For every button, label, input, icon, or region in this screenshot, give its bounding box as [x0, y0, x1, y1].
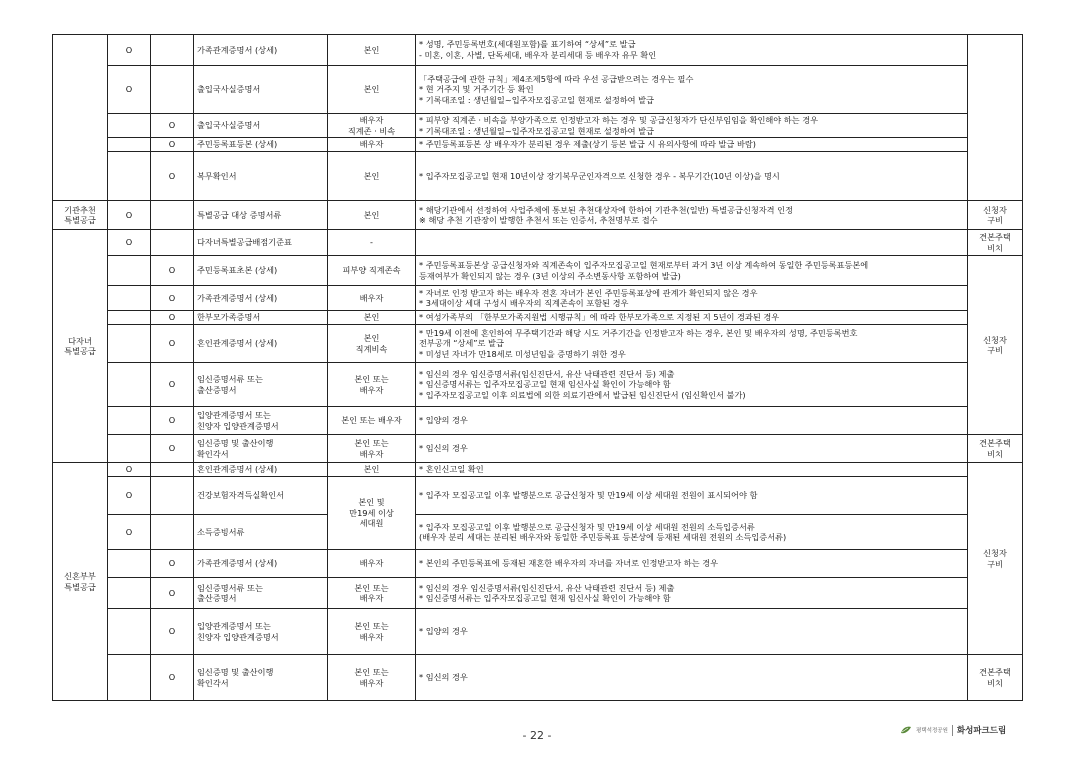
remarks-cell-line: 등재여부가 확인되지 않는 경우 (3년 이상의 주소변동사항 포함하여 발급)	[419, 270, 681, 281]
table-row	[53, 114, 1023, 138]
remarks-cell-line: * 입양의 경우	[419, 626, 468, 637]
table-row	[53, 201, 1023, 230]
submission-cell-line: 견본주택	[979, 232, 1011, 243]
document-name-line: 임신증명서류 또는	[197, 374, 263, 385]
document-name-line: 혼인관계증명서 (상세)	[197, 338, 278, 349]
mark-conditional: O	[151, 114, 194, 138]
remarks-cell	[416, 286, 968, 311]
remarks-cell-line: 전부공개 “상세”로 발급	[419, 338, 504, 349]
issuer-cell	[328, 230, 416, 256]
remarks-cell-line: * 기록대조일 : 생년월일~입주자모집공고일 현재로 설정하여 발급	[419, 94, 654, 105]
document-name-line: 가족관계증명서 (상세)	[197, 558, 278, 569]
category-cell	[53, 35, 108, 201]
issuer-cell	[328, 655, 416, 701]
remarks-cell-line: * 입주자모집공고일 이후 의료법에 의한 의료기관에서 발급된 임신진단서 (임신확인서 불가)	[419, 389, 746, 400]
mark-required	[108, 256, 151, 286]
document-name-line: 가족관계증명서 (상세)	[197, 44, 278, 55]
document-name-line: 가족관계증명서 (상세)	[197, 292, 278, 303]
issuer-cell-line: 배우자	[359, 115, 384, 125]
remarks-cell	[416, 35, 968, 66]
mark-conditional: O	[151, 138, 194, 152]
table-row	[53, 35, 1023, 66]
submission-cell	[968, 35, 1023, 201]
issuer-cell-line: 만19세 이상	[349, 507, 394, 518]
issuer-cell	[328, 66, 416, 114]
category-cell-line: 신혼부부	[64, 571, 96, 582]
remarks-cell-line: * 입주자 모집공고일 이후 발행분으로 공급신청자 및 만19세 이상 세대원 전원이 표시되어야 함	[419, 490, 758, 501]
submission-cell-line: 신청자	[983, 334, 1007, 345]
issuer-cell	[328, 286, 416, 311]
footer-logo	[900, 722, 1006, 738]
issuer-cell	[328, 463, 416, 477]
mark-required	[108, 407, 151, 435]
issuer-cell	[328, 435, 416, 463]
remarks-cell-line: * 해당기관에서 선정하여 사업주체에 통보된 추천대상자에 한하여 기관추천(일반) 특별공급신청자격 인정	[419, 204, 793, 215]
document-name	[194, 655, 328, 701]
mark-conditional: O	[151, 655, 194, 701]
issuer-cell-line: 피부양 직계존속	[342, 265, 401, 276]
table-row	[53, 230, 1023, 256]
table-row	[53, 363, 1023, 407]
issuer-cell	[328, 407, 416, 435]
document-name-line: 임신증명 및 출산이행	[197, 438, 274, 449]
issuer-cell-line: 본인	[363, 44, 380, 55]
issuer-cell-line: 본인 또는	[354, 621, 389, 632]
issuer-cell	[328, 138, 416, 152]
document-name-line: 혼인관계증명서 (상세)	[197, 464, 278, 475]
issuer-cell	[328, 35, 416, 66]
mark-required	[108, 578, 151, 609]
document-name	[194, 66, 328, 114]
mark-required	[108, 550, 151, 578]
remarks-cell-line: * 입주자모집공고일 현재 10년이상 장기복무군인자격으로 신청한 경우 - 복무기간(10년 이상)을 명시	[419, 170, 780, 181]
issuer-cell-line: 배우자	[359, 384, 384, 395]
remarks-cell	[416, 363, 968, 407]
remarks-cell	[416, 435, 968, 463]
document-name	[194, 515, 328, 550]
table-row	[53, 325, 1023, 363]
remarks-cell	[416, 578, 968, 609]
remarks-cell	[416, 311, 968, 325]
mark-conditional: O	[151, 550, 194, 578]
issuer-cell-line: 배우자	[359, 448, 384, 459]
document-name-line: 소득증빙서류	[197, 526, 245, 537]
mark-conditional: O	[151, 286, 194, 311]
document-name-line: 출산증명서	[197, 384, 237, 395]
remarks-cell-line: * 현 거주지 및 거주기간 등 확인	[419, 84, 534, 95]
remarks-cell-line: * 미성년 자녀가 만18세로 미성년임을 증명하기 위한 경우	[419, 348, 626, 359]
mark-required: O	[108, 230, 151, 256]
document-name-line: 복무확인서	[197, 170, 237, 181]
remarks-cell	[416, 114, 968, 138]
document-name-line: 주민등록표초본 (상세)	[197, 265, 278, 276]
mark-conditional: O	[151, 363, 194, 407]
document-name-line: 확인각서	[197, 677, 229, 688]
issuer-cell-line: 세대원	[359, 518, 384, 529]
mark-required	[108, 311, 151, 325]
issuer-cell	[328, 477, 416, 550]
logo-brand-text: 화성파크드림	[956, 726, 1007, 736]
mark-required: O	[108, 201, 151, 230]
document-name	[194, 477, 328, 515]
category-cell-line: 다자녀	[68, 335, 92, 346]
remarks-cell-line: * 입주자 모집공고일 이후 발행분으로 공급신청자 및 만19세 이상 세대원 전원의 소득입증서류	[419, 521, 755, 532]
remarks-cell-line: * 임신의 경우 임신증명서류(임신진단서, 유산 낙태관련 진단서 등) 제출	[419, 582, 675, 593]
document-name	[194, 256, 328, 286]
remarks-cell-line: * 자녀로 인정 받고자 하는 배우자 전혼 자녀가 본인 주민등록표상에 관계가 확인되지 않은 경우	[419, 287, 758, 298]
required-documents-table	[52, 34, 1023, 701]
issuer-cell-line: 본인	[363, 209, 380, 220]
issuer-cell	[328, 363, 416, 407]
document-name	[194, 609, 328, 655]
remarks-cell-line: * 혼인신고일 확인	[419, 464, 484, 475]
document-name-line: 친양자 입양관계증명서	[197, 631, 279, 642]
mark-required: O	[108, 515, 151, 550]
issuer-cell-line: 본인 및	[358, 497, 385, 508]
remarks-cell	[416, 515, 968, 550]
issuer-cell	[328, 609, 416, 655]
table-body	[53, 35, 1023, 701]
document-name	[194, 138, 328, 152]
issuer-cell	[328, 114, 416, 138]
mark-required	[108, 138, 151, 152]
mark-required	[108, 609, 151, 655]
document-name-line: 주민등록표등본 (상세)	[197, 139, 278, 150]
table-row	[53, 256, 1023, 286]
issuer-cell-line: 본인	[363, 333, 380, 344]
mark-required	[108, 363, 151, 407]
mark-conditional: O	[151, 578, 194, 609]
category-cell	[53, 230, 108, 463]
issuer-cell-line: 배우자	[359, 292, 384, 303]
remarks-cell	[416, 407, 968, 435]
logo-subtext: 평택석정공원	[916, 728, 948, 734]
submission-cell	[968, 463, 1023, 655]
submission-cell-line: 구비	[987, 558, 1003, 569]
remarks-cell	[416, 609, 968, 655]
submission-cell-line: 신청자	[983, 548, 1007, 559]
remarks-cell-line: * 3세대이상 세대 구성시 배우자의 직계존속이 포함된 경우	[419, 298, 629, 309]
remarks-cell-line: * 입양의 경우	[419, 415, 468, 426]
logo-divider	[952, 725, 953, 736]
mark-conditional	[151, 230, 194, 256]
issuer-cell-line: 배우자	[359, 558, 384, 569]
document-name-line: 입양관계증명서 또는	[197, 621, 271, 632]
mark-conditional	[151, 201, 194, 230]
category-cell-line: 특별공급	[64, 581, 96, 592]
submission-cell	[968, 256, 1023, 435]
table-row	[53, 655, 1023, 701]
remarks-cell	[416, 550, 968, 578]
category-cell-line: 기관추천	[64, 204, 96, 215]
issuer-cell	[328, 325, 416, 363]
remarks-cell-line: * 본인의 주민등록표에 등재된 재혼한 배우자의 자녀를 자녀로 인정받고자 하는 경우	[419, 558, 719, 569]
mark-conditional	[151, 515, 194, 550]
remarks-cell	[416, 325, 968, 363]
table-row	[53, 515, 1023, 550]
document-name	[194, 114, 328, 138]
issuer-cell-line: 본인 또는	[354, 667, 389, 678]
mark-conditional	[151, 66, 194, 114]
issuer-cell	[328, 256, 416, 286]
submission-cell	[968, 655, 1023, 701]
document-name-line: 확인각서	[197, 448, 229, 459]
submission-cell	[968, 201, 1023, 230]
document-name-line: 임신증명 및 출산이행	[197, 667, 274, 678]
remarks-cell-line: * 주민등록표등본상 공급신청자와 직계존속이 입주자모집공고일 현재로부터 과거 3년 이상 계속하여 동일한 주민등록표등본에	[419, 260, 869, 271]
issuer-cell-line: 배우자	[359, 593, 384, 604]
issuer-cell-line: 본인 또는	[354, 374, 389, 385]
document-name	[194, 435, 328, 463]
submission-cell-line: 비치	[987, 242, 1003, 253]
issuer-cell-line: 본인	[363, 84, 380, 95]
issuer-cell	[328, 152, 416, 201]
document-name	[194, 325, 328, 363]
remarks-cell-line: * 만19세 이전에 혼인하여 무주택기간과 해당 시도 거주기간을 인정받고자 하는 경우, 본인 및 배우자의 성명, 주민등록번호	[419, 327, 858, 338]
document-name	[194, 230, 328, 256]
submission-cell-line: 신청자	[983, 204, 1007, 215]
mark-conditional: O	[151, 152, 194, 201]
document-name-line: 임신증명서류 또는	[197, 582, 263, 593]
mark-conditional: O	[151, 435, 194, 463]
category-cell-line: 특별공급	[64, 215, 96, 226]
document-name	[194, 550, 328, 578]
remarks-cell-line: ※ 해당 추천 기관장이 발행한 추천서 또는 인증서, 추천명부로 접수	[419, 215, 658, 226]
category-cell	[53, 463, 108, 701]
remarks-cell	[416, 477, 968, 515]
remarks-cell-line: * 임신의 경우 임신증명서류(임신진단서, 유산 낙태관련 진단서 등) 제출	[419, 368, 675, 379]
leaf-logo-icon	[900, 725, 912, 735]
document-name-line: 다자녀특별공급배점기준표	[197, 237, 292, 248]
submission-cell	[968, 435, 1023, 463]
mark-conditional	[151, 477, 194, 515]
mark-required: O	[108, 66, 151, 114]
mark-required	[108, 152, 151, 201]
mark-required: O	[108, 463, 151, 477]
mark-required	[108, 286, 151, 311]
document-name	[194, 407, 328, 435]
mark-conditional	[151, 463, 194, 477]
issuer-cell-line: 배우자	[359, 139, 384, 150]
mark-conditional: O	[151, 325, 194, 363]
table-row	[53, 66, 1023, 114]
table-row	[53, 463, 1023, 477]
issuer-cell	[328, 550, 416, 578]
issuer-cell	[328, 578, 416, 609]
mark-required: O	[108, 477, 151, 515]
table-row	[53, 609, 1023, 655]
remarks-cell-line: * 여성가족부의 「한부모가족지원법 시행규칙」에 따라 한부모가족으로 지정된 지 5년이 경과된 경우	[419, 312, 780, 323]
submission-cell-line: 구비	[987, 345, 1003, 356]
issuer-cell-line: 본인 또는 배우자	[341, 415, 402, 426]
table-row	[53, 407, 1023, 435]
remarks-cell	[416, 138, 968, 152]
submission-cell-line: 비치	[987, 677, 1003, 688]
remarks-cell	[416, 66, 968, 114]
remarks-cell	[416, 655, 968, 701]
document-name	[194, 152, 328, 201]
document-name-line: 입양관계증명서 또는	[197, 410, 271, 421]
category-cell-line: 특별공급	[64, 346, 96, 357]
remarks-cell	[416, 463, 968, 477]
issuer-cell-line: -	[370, 237, 373, 248]
remarks-cell	[416, 256, 968, 286]
document-name	[194, 201, 328, 230]
document-name	[194, 311, 328, 325]
page-number: - 22 -	[522, 729, 552, 742]
remarks-cell-line: * 임신증명서류는 입주자모집공고일 현재 임신사실 확인이 가능해야 함	[419, 379, 671, 390]
issuer-cell-line: 배우자	[359, 677, 384, 688]
mark-conditional: O	[151, 609, 194, 655]
issuer-cell-line: 본인 또는	[354, 438, 389, 449]
remarks-cell	[416, 201, 968, 230]
document-name	[194, 35, 328, 66]
mark-required: O	[108, 35, 151, 66]
submission-cell-line: 구비	[987, 215, 1003, 226]
issuer-cell-line: 본인	[363, 170, 380, 181]
issuer-cell	[328, 311, 416, 325]
category-cell	[53, 201, 108, 230]
document-name	[194, 363, 328, 407]
document-name-line: 출산증명서	[197, 593, 237, 604]
submission-cell-line: 비치	[987, 448, 1003, 459]
mark-required	[108, 435, 151, 463]
document-name	[194, 286, 328, 311]
issuer-cell-line: 본인	[363, 464, 380, 475]
submission-cell-line: 견본주택	[979, 438, 1011, 449]
mark-conditional	[151, 35, 194, 66]
remarks-cell-line: * 임신증명서류는 입주자모집공고일 현재 임신사실 확인이 가능해야 함	[419, 593, 671, 604]
issuer-cell	[328, 201, 416, 230]
remarks-cell-line: * 성명, 주민등록번호(세대원포함)를 표기하여 “상세”로 발급	[419, 39, 636, 50]
issuer-cell-line: 직계존 · 비속	[347, 125, 396, 136]
document-name-line: 출입국사실증명서	[197, 120, 261, 131]
remarks-cell-line: * 피부양 직계존 · 비속을 부양가족으로 인정받고자 하는 경우 및 공급신청자가 단신부임임을 확인해야 하는 경우	[419, 115, 819, 125]
document-name-line: 건강보험자격득실확인서	[197, 490, 285, 501]
issuer-cell-line: 직계비속	[355, 343, 388, 354]
document-name	[194, 463, 328, 477]
table-row	[53, 550, 1023, 578]
remarks-cell	[416, 230, 968, 256]
document-name-line: 출입국사실증명서	[197, 84, 261, 95]
table-row	[53, 152, 1023, 201]
document-name-line: 한부모가족증명서	[197, 312, 261, 323]
mark-required	[108, 114, 151, 138]
issuer-cell-line: 배우자	[359, 631, 384, 642]
mark-conditional: O	[151, 256, 194, 286]
table-row	[53, 311, 1023, 325]
mark-conditional: O	[151, 407, 194, 435]
table-row	[53, 286, 1023, 311]
submission-cell	[968, 230, 1023, 256]
remarks-cell-line: * 임신의 경우	[419, 443, 468, 454]
table-row	[53, 477, 1023, 515]
remarks-cell-line: (배우자 분리 세대는 분리된 배우자와 동일한 주민등록표 등본상에 등재된 세대원 전원의 소득입증서류)	[419, 532, 787, 543]
remarks-cell-line: - 미혼, 이혼, 사별, 단독세대, 배우자 분리세대 등 배우자 유무 확인	[419, 50, 657, 60]
mark-required	[108, 325, 151, 363]
table-row	[53, 578, 1023, 609]
issuer-cell-line: 본인 또는	[354, 582, 389, 593]
remarks-cell-line: * 주민등록표등본 상 배우자가 분리된 경우 제출(상기 등본 발급 시 유의사항에 따라 발급 바람)	[419, 139, 756, 150]
remarks-cell-line: 「주택공급에 관한 규칙」제4조제5항에 따라 우선 공급받으려는 경우는 필수	[419, 73, 694, 84]
document-name-line: 친양자 입양관계증명서	[197, 420, 279, 431]
issuer-cell-line: 본인	[363, 312, 380, 323]
document-name	[194, 578, 328, 609]
remarks-cell-line: * 임신의 경우	[419, 672, 468, 683]
table-row	[53, 435, 1023, 463]
remarks-cell	[416, 152, 968, 201]
document-name-line: 특별공급 대상 증명서류	[197, 209, 282, 220]
mark-conditional: O	[151, 311, 194, 325]
table-row	[53, 138, 1023, 152]
submission-cell-line: 견본주택	[979, 667, 1011, 678]
remarks-cell-line: * 기록대조일 : 생년월일~입주자모집공고일 현재로 설정하여 발급	[419, 125, 654, 136]
mark-required	[108, 655, 151, 701]
